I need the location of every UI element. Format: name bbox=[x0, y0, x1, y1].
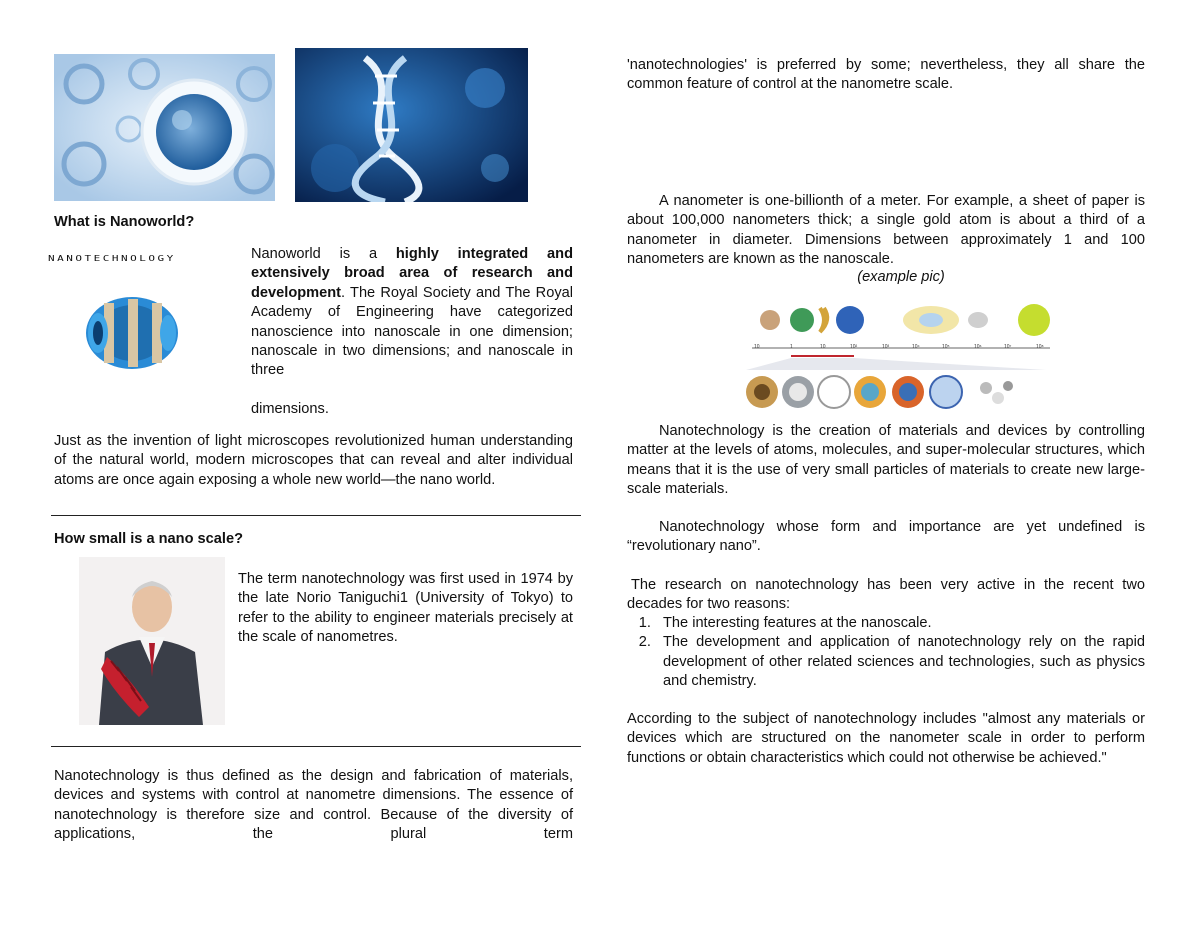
reasons-list bbox=[627, 614, 1145, 692]
intro-bold: highly integrated and extensively broad area of research and development bbox=[251, 246, 573, 301]
scale-tick-7: 10⁵ bbox=[942, 344, 950, 350]
nanoworld-intro-paragraph bbox=[251, 245, 573, 381]
nanotube-model-image bbox=[82, 293, 182, 373]
reason-2: 2. The development and application of nanotechnology rely on the rapid development of other related sciences and technologies, such as physics and chemistry. bbox=[655, 633, 1145, 691]
scale-tick-4: 10² bbox=[850, 344, 858, 350]
microscope-paragraph: Just as the invention of light microscopes revolutionized human understanding of the natural world, modern microscopes that can reveal and alter individual atoms are once again exposing a whole new world—the nano world. bbox=[54, 433, 573, 488]
scale-tick-10: 10⁸ bbox=[1036, 344, 1044, 350]
scale-tick-8: 10⁶ bbox=[974, 344, 982, 350]
taniguchi-photo bbox=[79, 557, 225, 725]
dna-image bbox=[295, 48, 528, 202]
heading-what-is-nanoworld: What is Nanoworld? bbox=[54, 214, 195, 230]
intro-prefix: Nanoworld is a bbox=[251, 246, 396, 262]
example-caption: (example pic) bbox=[857, 269, 945, 285]
nanometer-paragraph: A nanometer is one-billionth of a meter. For example, a sheet of paper is about 100,000 nanometers thick; a single gold atom is about a third of a nanometer in diameter. Dimensions between approximately 1 and 100 nanometers are known as the nanoscale. bbox=[627, 193, 1145, 268]
scale-tick-9: 10⁷ bbox=[1004, 344, 1012, 350]
intro-rest: . The Royal Society and The Royal Academy of Engineering have categorized nanoscience into nanoscale in one dimension; nanoscale in two dimensions; and nanoscale in three bbox=[251, 284, 573, 379]
intro-tail: dimensions. bbox=[251, 401, 329, 417]
divider-top bbox=[51, 515, 581, 516]
scale-tick-2: 1 bbox=[790, 344, 793, 350]
nanotechnologies-continuation: 'nanotechnologies' is preferred by some; nevertheless, they all share the common feature of control at the nanometre scale. bbox=[627, 57, 1145, 93]
scale-tick-5: 10³ bbox=[882, 344, 890, 350]
nanotechnology-logo: NANOTECHNOLOGY bbox=[48, 253, 176, 264]
revolutionary-paragraph: Nanotechnology whose form and importance are yet undefined is “revolutionary nano”. bbox=[627, 519, 1145, 555]
nanoscale-example-image bbox=[746, 288, 1056, 420]
creation-paragraph: Nanotechnology is the creation of materials and devices by controlling matter at the levels of atoms, molecules, and super-molecular structures, which means that it is the use of very small particles of materials to create new large-scale materials. bbox=[627, 423, 1145, 498]
scale-tick-3: 10 bbox=[820, 344, 826, 350]
scale-tick-1: 10 bbox=[754, 344, 760, 350]
divider-bottom bbox=[51, 746, 581, 747]
taniguchi-paragraph: The term nanotechnology was first used in 1974 by the late Norio Taniguchi1 (University of Tokyo) to refer to the ability to engineer materials precisely at the scale of nanometres. bbox=[238, 571, 573, 646]
scale-tick-6: 10⁴ bbox=[912, 344, 920, 350]
research-intro: The research on nanotechnology has been very active in the recent two decades for two reasons: bbox=[627, 577, 1145, 613]
cell-image bbox=[54, 54, 275, 201]
definition-paragraph: Nanotechnology is thus defined as the design and fabrication of materials, devices and systems with control at nanometre dimensions. The essence of nanotechnology is therefore size and control. Because of the diversity of applications, the plural term bbox=[54, 768, 573, 843]
subject-paragraph: According to the subject of nanotechnology includes "almost any materials or devices which are structured on the nanometer scale in order to perform functions or obtain characteristics which could not otherwise be achieved." bbox=[627, 711, 1145, 766]
reason-1: 1. The interesting features at the nanoscale. bbox=[655, 614, 1145, 633]
heading-how-small: How small is a nano scale? bbox=[54, 531, 243, 547]
